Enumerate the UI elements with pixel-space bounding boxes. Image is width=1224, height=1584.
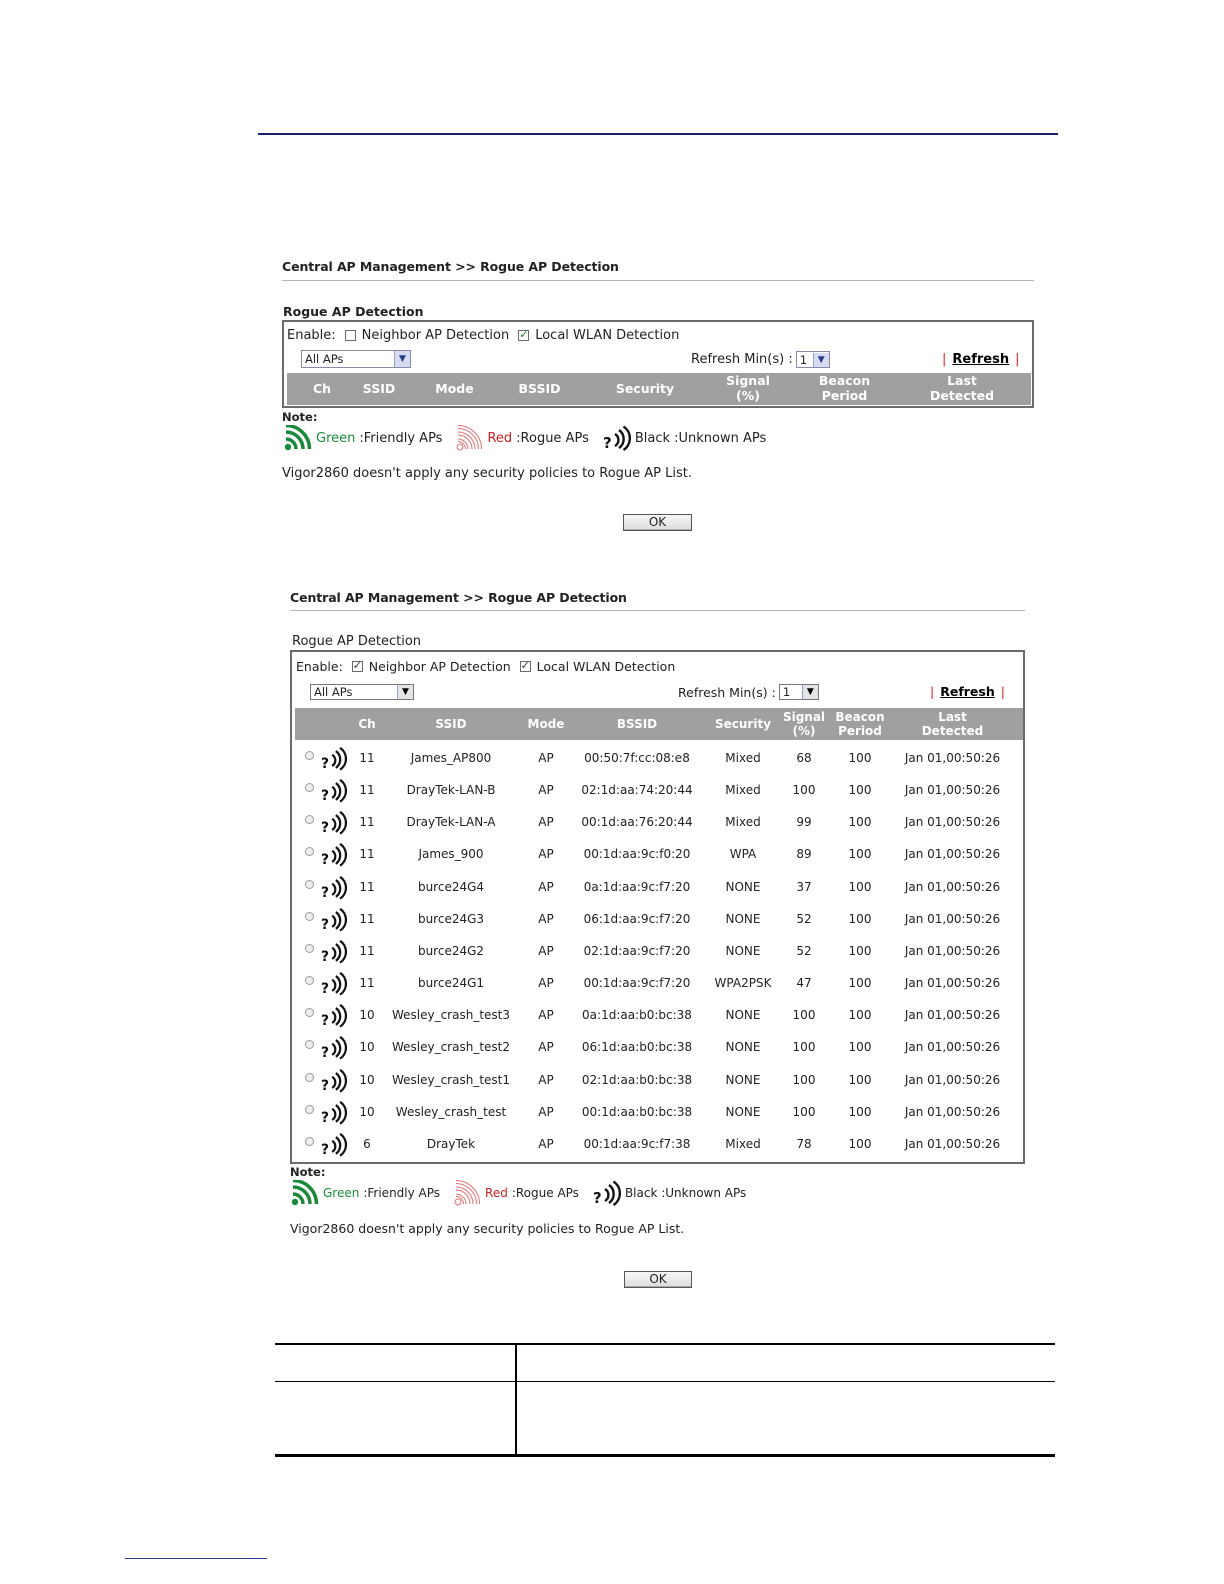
cell-ch: 10 bbox=[359, 1040, 375, 1055]
cell-bssid: 00:1d:aa:9c:f7:38 bbox=[583, 1136, 691, 1151]
cell-beacon: 100 bbox=[848, 815, 872, 830]
policy-text: Vigor2860 doesn't apply any security policies to Rogue AP List. bbox=[290, 1221, 685, 1236]
section-title: Rogue AP Detection bbox=[283, 304, 424, 319]
cell-bssid: 02:1d:aa:9c:f7:20 bbox=[583, 943, 691, 958]
cell-mode: AP bbox=[538, 1008, 554, 1023]
parameter-table bbox=[275, 1343, 1055, 1457]
row-select-radio[interactable] bbox=[305, 944, 314, 953]
legend-green-desc: :Friendly APs bbox=[363, 1186, 441, 1200]
breadcrumb: Central AP Management >> Rogue AP Detection bbox=[282, 259, 619, 274]
table-row[interactable] bbox=[295, 806, 1023, 838]
col-security: Security bbox=[714, 717, 772, 731]
col-ch: Ch bbox=[312, 381, 332, 396]
cell-last: Jan 01,00:50:26 bbox=[904, 815, 1001, 830]
cell-ch: 11 bbox=[359, 879, 375, 894]
table-cell bbox=[275, 1344, 516, 1382]
breadcrumb-divider bbox=[282, 280, 1034, 281]
refresh-min-label: Refresh Min(s) : bbox=[691, 352, 793, 367]
unknown-ap-icon bbox=[603, 425, 631, 451]
row-select-radio[interactable] bbox=[305, 1073, 314, 1082]
table-cell bbox=[516, 1344, 1055, 1382]
col-ssid: SSID bbox=[435, 717, 467, 731]
cell-security: NONE bbox=[725, 1072, 761, 1087]
breadcrumb-divider bbox=[290, 610, 1025, 611]
cell-last: Jan 01,00:50:26 bbox=[904, 1104, 1001, 1119]
cell-last: Jan 01,00:50:26 bbox=[904, 976, 1001, 991]
unknown-ap-icon bbox=[321, 1100, 347, 1125]
legend-black: Black :Unknown APs bbox=[634, 430, 767, 446]
cell-last: Jan 01,00:50:26 bbox=[904, 943, 1001, 958]
cell-mode: AP bbox=[538, 1072, 554, 1087]
refresh-interval bbox=[678, 684, 819, 700]
cell-ch: 10 bbox=[359, 1104, 375, 1119]
separator: | bbox=[930, 684, 935, 699]
cell-signal: 68 bbox=[796, 751, 812, 765]
refresh-min-select[interactable] bbox=[779, 684, 819, 700]
cell-last: Jan 01,00:50:26 bbox=[904, 879, 1001, 894]
cell-bssid: 02:1d:aa:74:20:44 bbox=[581, 783, 693, 798]
cell-bssid: 0a:1d:aa:9c:f7:20 bbox=[583, 879, 691, 894]
refresh-link[interactable]: Refresh bbox=[940, 684, 995, 699]
cell-security: Mixed bbox=[725, 751, 761, 765]
col-bssid: BSSID bbox=[616, 717, 658, 731]
unknown-ap-icon bbox=[321, 778, 347, 803]
cell-security: NONE bbox=[725, 879, 761, 894]
unknown-ap-icon bbox=[321, 1068, 347, 1093]
refresh-min-value: 1 bbox=[782, 685, 791, 699]
legend-red: Red bbox=[485, 1186, 508, 1200]
cell-last: Jan 01,00:50:26 bbox=[904, 1040, 1001, 1055]
col-last-detected: Detected bbox=[929, 388, 995, 403]
row-select-radio[interactable] bbox=[305, 1040, 314, 1049]
separator: | bbox=[942, 352, 947, 367]
cell-mode: AP bbox=[538, 847, 554, 862]
policy-text: Vigor2860 doesn't apply any security policies to Rogue AP List. bbox=[282, 466, 693, 481]
table-row[interactable] bbox=[295, 1096, 1023, 1128]
wifi-green-icon bbox=[291, 1180, 319, 1206]
col-mode: Mode bbox=[435, 381, 474, 396]
cell-mode: AP bbox=[538, 751, 554, 765]
table-cell bbox=[516, 1382, 1055, 1456]
ap-filter-value: All APs bbox=[305, 352, 344, 366]
refresh-link[interactable]: Refresh bbox=[952, 352, 1010, 367]
table-row[interactable] bbox=[295, 1031, 1023, 1063]
cell-bssid: 00:1d:aa:b0:bc:38 bbox=[581, 1104, 693, 1119]
table-row[interactable] bbox=[295, 774, 1023, 806]
cell-ssid: DrayTek bbox=[426, 1136, 476, 1151]
cell-mode: AP bbox=[538, 1136, 554, 1151]
table-row bbox=[275, 1344, 1055, 1382]
legend-green: Green bbox=[316, 430, 356, 446]
enable-row bbox=[287, 328, 679, 343]
chevron-down-icon[interactable]: ▼ bbox=[802, 685, 818, 699]
legend-green: Green bbox=[323, 1186, 360, 1200]
cell-ssid: burce24G3 bbox=[417, 911, 485, 926]
col-ch: Ch bbox=[358, 717, 376, 731]
refresh-interval bbox=[691, 351, 830, 368]
table-row[interactable] bbox=[295, 1064, 1023, 1096]
cell-mode: AP bbox=[538, 1104, 554, 1119]
ok-button[interactable]: OK bbox=[623, 514, 692, 531]
cell-security: WPA2PSK bbox=[714, 976, 772, 991]
cell-ssid: James_AP800 bbox=[410, 751, 492, 765]
table-row[interactable] bbox=[295, 1128, 1023, 1160]
col-ssid: SSID bbox=[362, 381, 396, 396]
separator: | bbox=[1000, 684, 1005, 699]
cell-signal: 100 bbox=[792, 1104, 816, 1119]
cell-security: NONE bbox=[725, 1040, 761, 1055]
note-label: Note: bbox=[282, 410, 318, 424]
unknown-ap-icon bbox=[321, 939, 347, 964]
cell-ssid: Wesley_crash_test2 bbox=[391, 1040, 511, 1055]
separator: | bbox=[1015, 352, 1020, 367]
cell-ch: 10 bbox=[359, 1072, 375, 1087]
cell-last: Jan 01,00:50:26 bbox=[904, 1072, 1001, 1087]
col-signal: Signal bbox=[726, 373, 770, 388]
cell-last: Jan 01,00:50:26 bbox=[904, 911, 1001, 926]
table-row[interactable] bbox=[295, 903, 1023, 935]
unknown-ap-icon bbox=[321, 1003, 347, 1028]
enable-row bbox=[296, 659, 675, 674]
cell-last: Jan 01,00:50:26 bbox=[904, 1008, 1001, 1023]
refresh-link-group bbox=[936, 352, 1026, 367]
cell-signal: 37 bbox=[796, 879, 812, 894]
refresh-min-label: Refresh Min(s) : bbox=[678, 684, 776, 700]
table-row[interactable] bbox=[295, 871, 1023, 903]
cell-ch: 10 bbox=[359, 1008, 375, 1023]
cell-beacon: 100 bbox=[848, 1072, 872, 1087]
cell-signal: 78 bbox=[796, 1136, 812, 1151]
cell-signal: 89 bbox=[796, 847, 812, 862]
refresh-min-value: 1 bbox=[799, 352, 808, 367]
local-wlan-checkbox[interactable] bbox=[518, 330, 529, 341]
rogue-ap-panel bbox=[290, 650, 1025, 1164]
cell-last: Jan 01,00:50:26 bbox=[904, 783, 1001, 798]
col-last-detected: Detected bbox=[921, 724, 984, 738]
legend bbox=[284, 425, 780, 451]
cell-security: NONE bbox=[725, 1104, 761, 1119]
cell-signal: 99 bbox=[796, 815, 812, 830]
cell-beacon: 100 bbox=[848, 911, 872, 926]
table-cell bbox=[275, 1382, 516, 1456]
cell-signal: 100 bbox=[792, 783, 816, 798]
cell-ssid: Wesley_crash_test1 bbox=[391, 1072, 511, 1087]
row-select-radio[interactable] bbox=[305, 751, 314, 760]
cell-mode: AP bbox=[538, 1040, 554, 1055]
cell-beacon: 100 bbox=[848, 1136, 872, 1151]
cell-mode: AP bbox=[538, 943, 554, 958]
cell-beacon: 100 bbox=[848, 1040, 872, 1055]
col-last: Last bbox=[947, 373, 977, 388]
footer-link-rule bbox=[125, 1558, 267, 1559]
row-select-radio[interactable] bbox=[305, 912, 314, 921]
table-row[interactable] bbox=[295, 967, 1023, 999]
rogue-ap-panel bbox=[282, 320, 1034, 408]
cell-last: Jan 01,00:50:26 bbox=[904, 751, 1001, 765]
cell-security: NONE bbox=[725, 1008, 761, 1023]
cell-beacon: 100 bbox=[848, 783, 872, 798]
unknown-ap-icon bbox=[321, 875, 347, 900]
cell-mode: AP bbox=[538, 976, 554, 991]
cell-security: Mixed bbox=[725, 1136, 761, 1151]
cell-signal: 100 bbox=[792, 1040, 816, 1055]
cell-security: WPA bbox=[729, 847, 757, 862]
row-select-radio[interactable] bbox=[305, 815, 314, 824]
neighbor-ap-label: Neighbor AP Detection bbox=[368, 659, 511, 674]
col-beacon-period: Period bbox=[821, 388, 868, 403]
row-select-radio[interactable] bbox=[305, 1105, 314, 1114]
col-signal-unit: (%) bbox=[792, 724, 816, 738]
cell-ssid: burce24G4 bbox=[417, 879, 485, 894]
col-signal: Signal bbox=[782, 710, 826, 724]
wifi-red-icon bbox=[456, 425, 484, 451]
cell-beacon: 100 bbox=[848, 1104, 872, 1119]
legend-red-desc: :Rogue APs bbox=[516, 430, 589, 446]
ap-filter-value: All APs bbox=[314, 685, 353, 699]
cell-ch: 11 bbox=[359, 751, 375, 765]
cell-last: Jan 01,00:50:26 bbox=[904, 847, 1001, 862]
cell-ch: 11 bbox=[359, 911, 375, 926]
cell-bssid: 00:1d:aa:76:20:44 bbox=[581, 815, 693, 830]
section-title: Rogue AP Detection bbox=[292, 634, 422, 649]
wifi-red-icon bbox=[454, 1180, 482, 1206]
row-select-radio[interactable] bbox=[305, 880, 314, 889]
cell-ch: 11 bbox=[359, 976, 375, 991]
cell-security: NONE bbox=[725, 911, 761, 926]
table-header bbox=[295, 708, 1023, 740]
note-label: Note: bbox=[290, 1165, 326, 1179]
cell-beacon: 100 bbox=[848, 1008, 872, 1023]
cell-ch: 11 bbox=[359, 847, 375, 862]
cell-security: Mixed bbox=[725, 783, 761, 798]
neighbor-ap-checkbox[interactable] bbox=[352, 661, 363, 672]
col-beacon: Beacon bbox=[835, 710, 885, 724]
local-wlan-checkbox[interactable] bbox=[520, 661, 531, 672]
chevron-down-icon[interactable]: ▼ bbox=[394, 351, 410, 367]
cell-bssid: 00:1d:aa:9c:f7:20 bbox=[583, 976, 691, 991]
table-row[interactable] bbox=[295, 838, 1023, 870]
cell-beacon: 100 bbox=[848, 943, 872, 958]
neighbor-ap-checkbox[interactable] bbox=[345, 330, 356, 341]
cell-signal: 47 bbox=[796, 976, 812, 991]
cell-ssid: James_900 bbox=[418, 847, 484, 862]
legend-green-desc: :Friendly APs bbox=[359, 430, 443, 446]
row-select-radio[interactable] bbox=[305, 783, 314, 792]
cell-bssid: 06:1d:aa:b0:bc:38 bbox=[581, 1040, 693, 1055]
cell-mode: AP bbox=[538, 879, 554, 894]
cell-bssid: 00:1d:aa:9c:f0:20 bbox=[583, 847, 691, 862]
col-beacon: Beacon bbox=[818, 373, 871, 388]
cell-ssid: DrayTek-LAN-A bbox=[406, 815, 496, 830]
refresh-link-group bbox=[924, 684, 1011, 699]
row-select-radio[interactable] bbox=[305, 847, 314, 856]
cell-beacon: 100 bbox=[848, 751, 872, 765]
table-row[interactable] bbox=[295, 999, 1023, 1031]
neighbor-ap-label: Neighbor AP Detection bbox=[361, 328, 510, 343]
col-beacon-period: Period bbox=[838, 724, 882, 738]
table-row[interactable] bbox=[295, 742, 1023, 774]
cell-signal: 52 bbox=[796, 943, 812, 958]
cell-security: Mixed bbox=[725, 815, 761, 830]
enable-label: Enable: bbox=[296, 659, 343, 674]
unknown-ap-icon bbox=[321, 810, 347, 835]
wifi-green-icon bbox=[284, 425, 312, 451]
cell-security: NONE bbox=[725, 943, 761, 958]
ap-filter-select[interactable] bbox=[310, 684, 414, 700]
cell-mode: AP bbox=[538, 783, 554, 798]
local-wlan-label: Local WLAN Detection bbox=[536, 659, 676, 674]
table-header bbox=[287, 373, 1031, 405]
ap-filter-select[interactable] bbox=[301, 350, 411, 368]
cell-mode: AP bbox=[538, 911, 554, 926]
cell-bssid: 06:1d:aa:9c:f7:20 bbox=[583, 911, 691, 926]
unknown-ap-icon bbox=[321, 1035, 347, 1060]
cell-ch: 6 bbox=[363, 1136, 371, 1151]
unknown-ap-icon bbox=[593, 1180, 621, 1206]
col-security: Security bbox=[615, 381, 675, 396]
refresh-min-select[interactable] bbox=[796, 351, 830, 368]
cell-signal: 52 bbox=[796, 911, 812, 926]
page-top-rule bbox=[258, 133, 1058, 135]
unknown-ap-icon bbox=[321, 842, 347, 867]
col-last: Last bbox=[938, 710, 967, 724]
col-bssid: BSSID bbox=[518, 381, 561, 396]
cell-beacon: 100 bbox=[848, 847, 872, 862]
row-select-radio[interactable] bbox=[305, 1008, 314, 1017]
cell-mode: AP bbox=[538, 815, 554, 830]
cell-ssid: Wesley_crash_test3 bbox=[391, 1008, 511, 1023]
legend bbox=[291, 1180, 760, 1206]
col-mode: Mode bbox=[527, 717, 565, 731]
legend-red: Red bbox=[487, 430, 513, 446]
chevron-down-icon[interactable]: ▼ bbox=[813, 353, 829, 367]
cell-ssid: burce24G2 bbox=[417, 943, 485, 958]
unknown-ap-icon bbox=[321, 1132, 347, 1157]
cell-beacon: 100 bbox=[848, 879, 872, 894]
unknown-ap-icon bbox=[321, 907, 347, 932]
row-select-radio[interactable] bbox=[305, 976, 314, 985]
cell-beacon: 100 bbox=[848, 976, 872, 991]
legend-black: Black :Unknown APs bbox=[624, 1186, 747, 1200]
ok-button[interactable]: OK bbox=[624, 1271, 692, 1288]
cell-ssid: burce24G1 bbox=[417, 976, 485, 991]
col-signal-unit: (%) bbox=[736, 388, 760, 403]
unknown-ap-icon bbox=[321, 746, 347, 771]
cell-signal: 100 bbox=[792, 1008, 816, 1023]
cell-last: Jan 01,00:50:26 bbox=[904, 1136, 1001, 1151]
ap-table-body bbox=[295, 742, 1023, 1160]
table-row bbox=[275, 1382, 1055, 1456]
table-row[interactable] bbox=[295, 935, 1023, 967]
cell-ch: 11 bbox=[359, 815, 375, 830]
enable-label: Enable: bbox=[287, 328, 336, 343]
cell-bssid: 0a:1d:aa:b0:bc:38 bbox=[582, 1008, 692, 1023]
cell-signal: 100 bbox=[792, 1072, 816, 1087]
row-select-radio[interactable] bbox=[305, 1137, 314, 1146]
local-wlan-label: Local WLAN Detection bbox=[535, 328, 680, 343]
chevron-down-icon[interactable]: ▼ bbox=[397, 685, 413, 699]
breadcrumb: Central AP Management >> Rogue AP Detection bbox=[290, 590, 627, 605]
cell-ssid: DrayTek-LAN-B bbox=[406, 783, 496, 798]
cell-bssid: 02:1d:aa:b0:bc:38 bbox=[581, 1072, 693, 1087]
cell-ch: 11 bbox=[359, 943, 375, 958]
legend-red-desc: :Rogue APs bbox=[511, 1186, 579, 1200]
cell-bssid: 00:50:7f:cc:08:e8 bbox=[584, 751, 690, 765]
cell-ssid: Wesley_crash_test bbox=[395, 1104, 507, 1119]
cell-ch: 11 bbox=[359, 783, 375, 798]
unknown-ap-icon bbox=[321, 971, 347, 996]
